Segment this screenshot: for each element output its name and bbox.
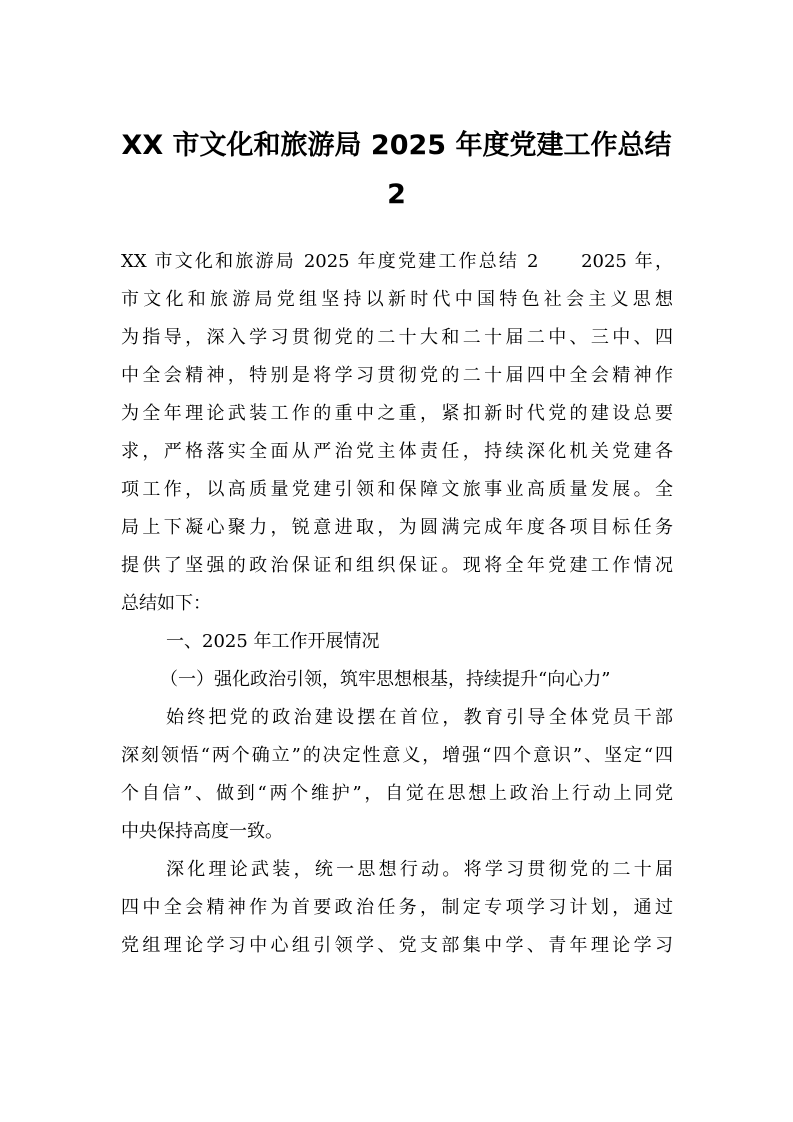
body-line: 求，严格落实全面从严治党主体责任，持续深化机关党建各 (121, 441, 673, 462)
document-title-continued: 2 (387, 179, 406, 210)
document-title: XX 市文化和旅游局 2025 年度党建工作总结 (121, 130, 672, 161)
body-line: 局上下凝心聚力，锐意进取，为圆满完成年度各项目标任务 (121, 517, 673, 538)
body-line: 深刻领悟“两个确立”的决定性意义，增强“四个意识”、坚定“四 (121, 745, 673, 766)
subsection-heading: （一）强化政治引领，筑牢思想根基，持续提升“向心力” (160, 669, 611, 690)
body-line: 党组理论学习中心组引领学、党支部集中学、青年理论学习 (121, 935, 673, 956)
body-line: 四中全会精神作为首要政治任务，制定专项学习计划，通过 (121, 897, 673, 918)
body-line: 为全年理论武装工作的重中之重，紧扣新时代党的建设总要 (121, 403, 673, 424)
body-line: 中央保持高度一致。 (121, 821, 283, 842)
body-line: 深化理论武装，统一思想行动。将学习贯彻党的二十届 (166, 859, 673, 880)
body-line: 项工作，以高质量党建引领和保障文旅事业高质量发展。全 (121, 479, 673, 500)
body-line: 市文化和旅游局党组坚持以新时代中国特色社会主义思想 (121, 289, 673, 310)
body-line: 个自信”、做到“两个维护”，自觉在思想上政治上行动上同党 (121, 783, 673, 804)
body-line: 提供了坚强的政治保证和组织保证。现将全年党建工作情况 (121, 555, 673, 576)
body-line: XX 市文化和旅游局 2025 年度党建工作总结 2 2025 年， (121, 251, 673, 272)
body-line: 始终把党的政治建设摆在首位，教育引导全体党员干部 (166, 707, 673, 728)
body-line: 总结如下： (121, 593, 211, 614)
section-heading: 一、2025 年工作开展情况 (166, 631, 380, 652)
body-line: 为指导，深入学习贯彻党的二十大和二十届二中、三中、四 (121, 327, 673, 348)
body-line: 中全会精神，特别是将学习贯彻党的二十届四中全会精神作 (121, 365, 673, 386)
